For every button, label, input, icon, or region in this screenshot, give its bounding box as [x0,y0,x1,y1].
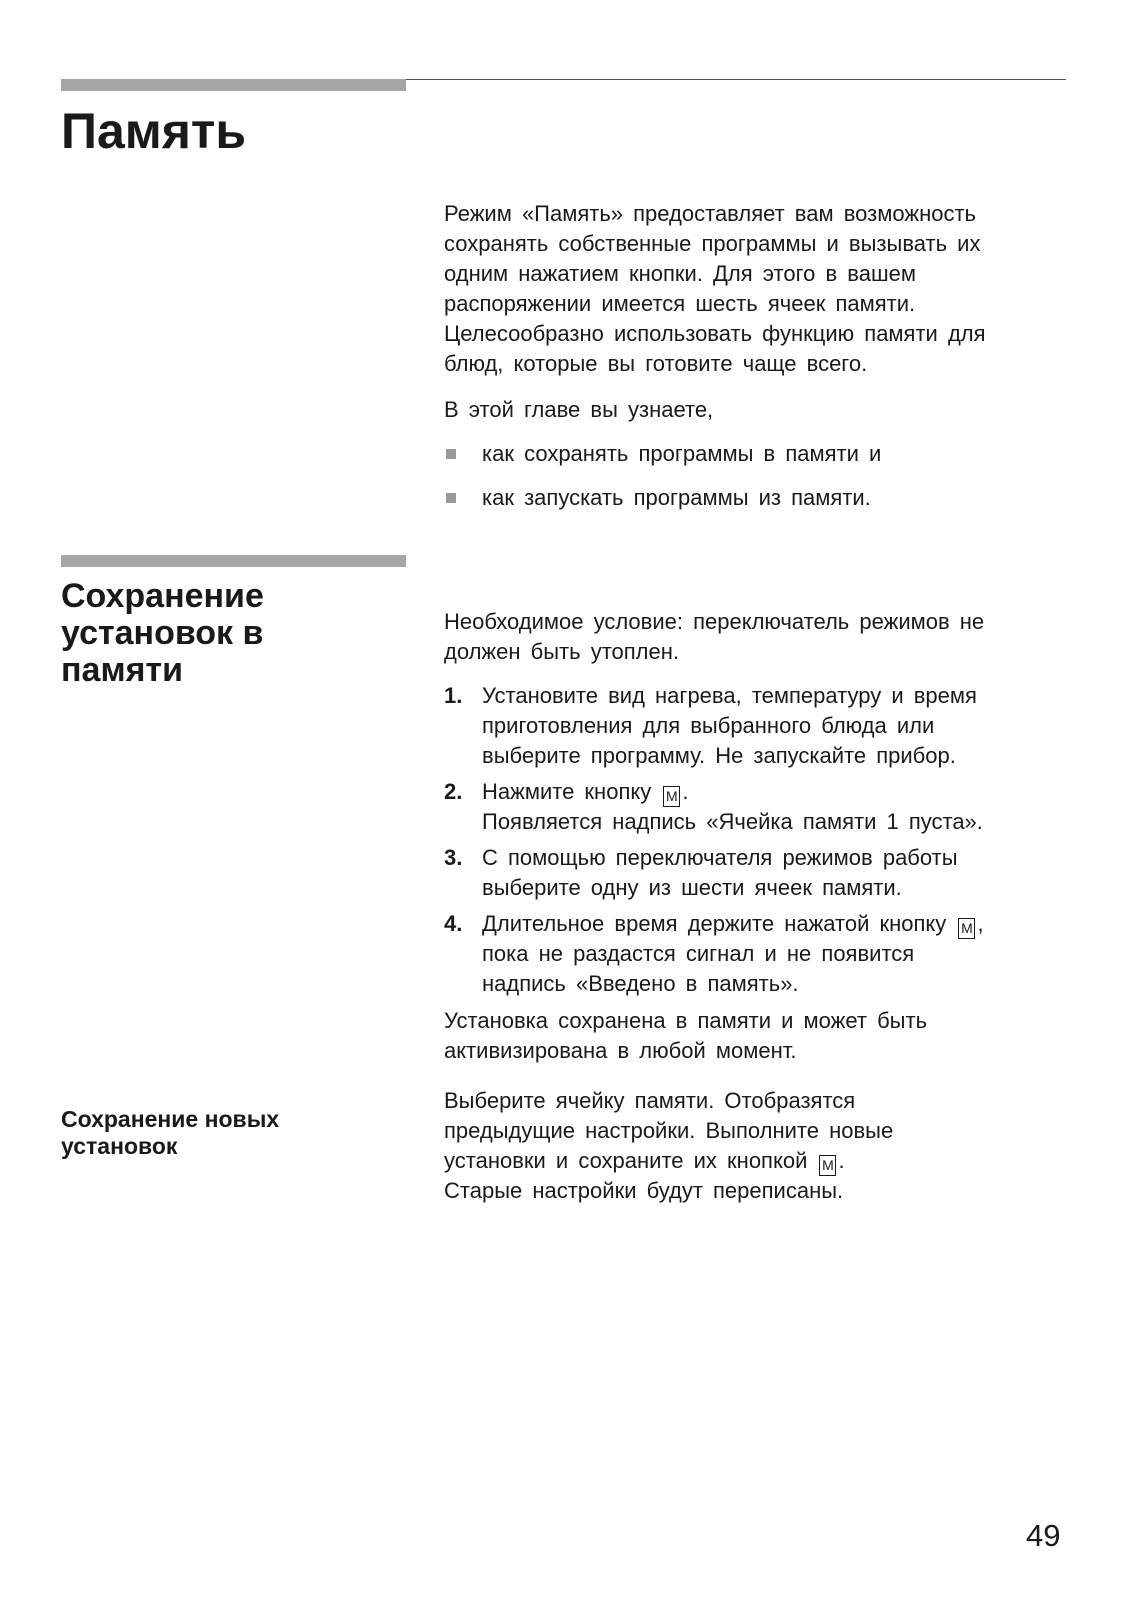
list-item: как сохранять программы в памяти и [444,439,1069,469]
intro-line: Режим «Память» предоставляет вам возможность [444,201,976,226]
list-item: как запускать программы из памяти. [444,483,1069,513]
step-item: 3. С помощью переключателя режимов работы выберите одну из шести ячеек памяти. [444,845,958,900]
square-bullet-icon [446,493,456,503]
section-rule [61,555,406,567]
intro-paragraph [444,199,1069,379]
page-title: Память [61,103,247,159]
precondition: Необходимое условие: переключатель режимов не должен быть утоплен. [444,609,985,664]
title-rule [61,79,406,91]
step-item: 4. Длительное время держите нажатой кнопку M , пока не раздастся сигнал и не появится надпись «Введено в память». [444,911,984,996]
intro-line: сохранять собственные программы и вызывать их [444,231,981,256]
memory-key-icon: M [819,1155,836,1176]
memory-key-icon: M [663,786,680,807]
chapter-bullet-list [444,439,1069,513]
intro-line: распоряжении имеется шесть ячеек памяти. [444,291,916,316]
step-item: 1. Установите вид нагрева, температуру и время приготовления для выбранного блюда или выберите программу. Не запускайте прибор. [444,683,977,768]
square-bullet-icon [446,449,456,459]
memory-key-icon: M [958,918,975,939]
chapter-lead: В этой главе вы узнаете, [444,397,714,422]
intro-line: одним нажатием кнопки. Для этого в вашем [444,261,916,286]
section-heading: Сохранение установок в памяти [61,577,264,689]
steps-list [444,681,1074,999]
subsection-heading: Сохранение новых установок [61,1106,280,1159]
header-thin-rule [406,79,1066,80]
step-item: 2. Нажмите кнопку M . Появляется надпись «Ячейка памяти 1 пуста». [444,779,983,834]
intro-line: блюд, которые вы готовите чаще всего. [444,351,868,376]
intro-line: Целесообразно использовать функцию памяти для [444,321,986,346]
subsection-paragraph: Выберите ячейку памяти. Отобразятся предыдущие настройки. Выполните новые установки и сохраните их кнопкой M . Старые настройки будут переписаны. [444,1088,894,1203]
result-paragraph: Установка сохранена в памяти и может быть активизирована в любой момент. [444,1008,928,1063]
page-number: 49 [1026,1518,1061,1553]
